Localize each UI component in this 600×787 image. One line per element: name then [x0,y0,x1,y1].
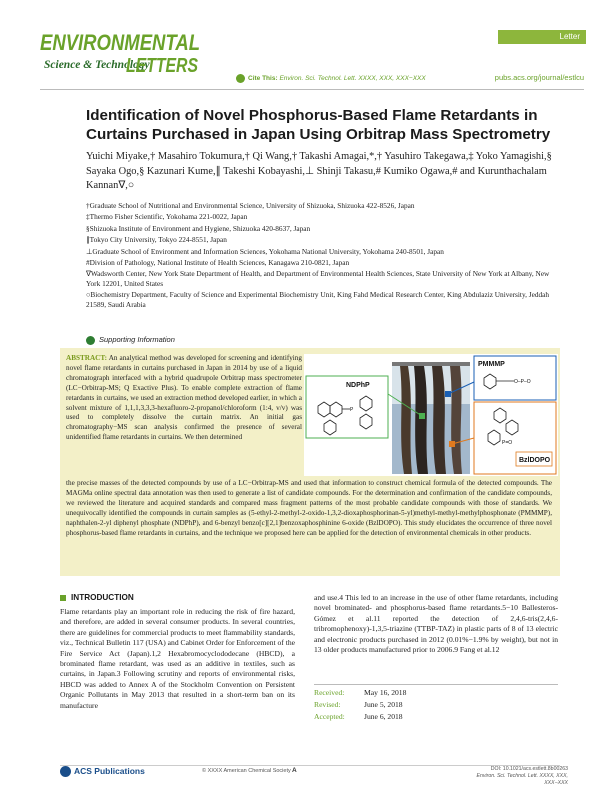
cite-icon [236,74,245,83]
revised-date: June 5, 2018 [364,699,403,709]
ndphp-label: NDPhP [346,382,370,389]
accepted-label: Accepted: [314,711,345,721]
journal-logo [40,24,200,94]
doi-link[interactable]: DOI: 10.1021/acs.estlett.8b00263 [490,766,568,772]
journal-url[interactable]: pubs.acs.org/journal/estlcu [494,73,584,82]
cite-label: Cite This: [248,75,278,83]
header-divider [40,89,584,90]
footer-citation: Environ. Sci. Technol. Lett. XXXX, XXX, XXX−XXX [476,773,568,786]
supporting-info-icon [86,336,95,345]
affiliation: ∇Wadsworth Center, New York State Department of Health, and Department of Environmental Health Sciences, State University of New York at Albany, New York 12201, United States [86,269,550,288]
section-square-icon [60,595,66,601]
affiliation: ∥Tokyo City University, Tokyo 224-8551, Japan [86,235,227,245]
author-list: Yuichi Miyake,† Masahiro Tokumura,† Qi Wang,† Takashi Amagai,*,† Yasuhiro Takegawa,‡ Yoko Yamagishi,§ Sayaka Ogo,§ Kazunari Kume,∥ Takeshi Kobayashi,⊥ Shinji Takasu,# Kumiko Ogawa,# and Kurunthachalam Kannan∇,○ [86,151,552,191]
abstract-label: ABSTRACT: [66,354,108,362]
abstract-part1: An analytical method was developed for screening and identifying novel flame retardants in curtains purchased in Japan in 2014 by use of a liquid chromatograph interfaced with a hybrid quadrupole Orbitrap mass spectrometer (LC−Orbitrap-MS; Q Exactive Plus). To enable complete extraction of flame retardants in curtains, we used an extraction method developed earlier, in which a solvent mixture of 1,1,1,3,3,3-hexafluoro-2-propanol/chloroform (1:4, v/v) was used to completely dissolve the curtain matrix. An initial gas chromatography−MS scan analysis confirmed the presence of several unidentified flame retardants in curtains. We then determined [66,354,302,442]
affiliation: ⊥Graduate School of Environment and Information Sciences, Yokohama National University, Yokohama 240-8501, Japan [86,246,444,256]
affiliation: #Division of Pathology, National Institute of Health Sciences, Kanagawa 210-0821, Japan [86,257,350,267]
page-number: A [292,767,297,774]
affiliation: †Graduate School of Nutritional and Environmental Science, University of Shizuoka, Shizuoka 422-8526, Japan [86,201,415,210]
accepted-date: June 6, 2018 [364,711,403,721]
introduction-title: INTRODUCTION [71,593,134,602]
received-label: Received: [314,688,345,697]
svg-text:P: P [350,407,354,413]
intro-left-column: Flame retardants play an important role in reducing the risk of fire hazard, and therefore, are added in several consumer products. In several countries, there are guidelines for commercial products to meet flammability standards, viz., Technical Bulletin 117 (USA) and Cabinet Order for Enforcement of the Fire Service Act (Japan).1,2 Hexabromocyclododecane (HBCD), a brominated flame retardant, was used as an additive in textiles, such as curtains, in Japan.3 Following scrutiny and reports of environmental risks, HBCD was added to Annex A of the Stockholm Convention on Persistent Organic Pollutants in May 2013 that resulted in a short-term ban on its manufacture [60,607,296,710]
revised-label: Revised: [314,699,341,709]
ndphp-structure [306,376,388,438]
acs-logo-icon [60,766,71,777]
abstract-text-part1 [66,354,302,443]
cite-this[interactable] [236,74,426,83]
bzldopo-label: BzlDOPO [519,457,551,464]
affiliations [86,201,560,311]
publisher-name: ACS Publications [74,766,145,776]
cite-text: Environ. Sci. Technol. Lett. XXXX, XXX, XXX−XXX [279,75,426,83]
doi-block [468,766,568,787]
article-title: Identification of Novel Phosphorus-Based Flame Retardants in Curtains Purchased in Japan Using Orbitrap Mass Spectrometry [86,107,551,143]
abstract-part2: the precise masses of the detected compounds by use of a LC−Orbitrap-MS and used that information to construct chemical formula of the detected compounds. The MAGMa online spectral data annotation was then used to generate a list of candidate compounds. For the determination and confirmation of the candidate compounds, we reviewed the literature and acquired standards and compared mass fragment patterns of the most probable candidate compounds with those of standards. We unequivocally identified the compounds in curtain samples as (5-ethyl-2-methyl-2-oxido-1,3,2-dioxaphosphorinan-5-yl)methyl-methyl-methylphosphonate (PMMMP), naphthalen-2-yl diphenyl phosphate (NDPhP), and 6-benzyl benzo[c][2,1]benzoxaphosphinine 6-oxide (BzlDOPO). This study elucidates the occurrence of three novel phosphorus-based flame retardants in curtains, and the technique we proposed here can be applied for the detection of environmental chemicals in other products. [66,479,552,537]
svg-text:O–P–O: O–P–O [514,379,531,385]
toc-graphic [304,354,558,476]
logo-line1: ENVIRONMENTAL [40,30,200,55]
intro-right-column: and use.4 This led to an increase in the use of other flame retardants, including novel brominated- and phosphorus-based flame retardants.5−10 Ballesteros-Gómez et al.11 reported the detection of 2,4,6-tris(2,4,6-tribromophenoxy)-1,3,5-triazine (TTBP-TAZ) in plastic parts of 8 of 13 electric and electronic products purchased in 2012 (0.01%−1.9% by weight), but not in 13 older products manufactured prior to 2006.9 Fang et al.12 [314,593,558,655]
logo-line3: LETTERS [126,55,199,77]
received-date: May 16, 2018 [364,688,407,697]
supporting-information-link[interactable] [86,335,175,345]
article-type-tab: Letter [498,30,586,44]
bzldopo-structure [474,402,556,474]
introduction-heading [60,593,134,602]
logo-line2: Science & Technology [44,59,150,71]
affiliation: §Shizuoka Institute of Environment and Hygiene, Shizuoka 420-8637, Japan [86,223,311,233]
acs-publications-logo[interactable] [60,766,145,777]
pmmmp-label: PMMMP [478,361,505,368]
supporting-info-label: Supporting Information [99,335,175,344]
curtain-photo [392,362,470,474]
svg-text:P=O: P=O [502,440,513,446]
article-dates [314,684,558,722]
affiliation: ‡Thermo Fisher Scientific, Yokohama 221-0022, Japan [86,212,248,222]
pmmmp-structure [474,356,556,400]
copyright: © XXXX American Chemical Society [202,768,291,774]
affiliation: ○Biochemistry Department, Faculty of Science and Experimental Biochemistry Unit, King Fahd Medical Research Center, King Abdulaziz University, Jeddah 21589, Saudi Arabia [86,290,550,309]
